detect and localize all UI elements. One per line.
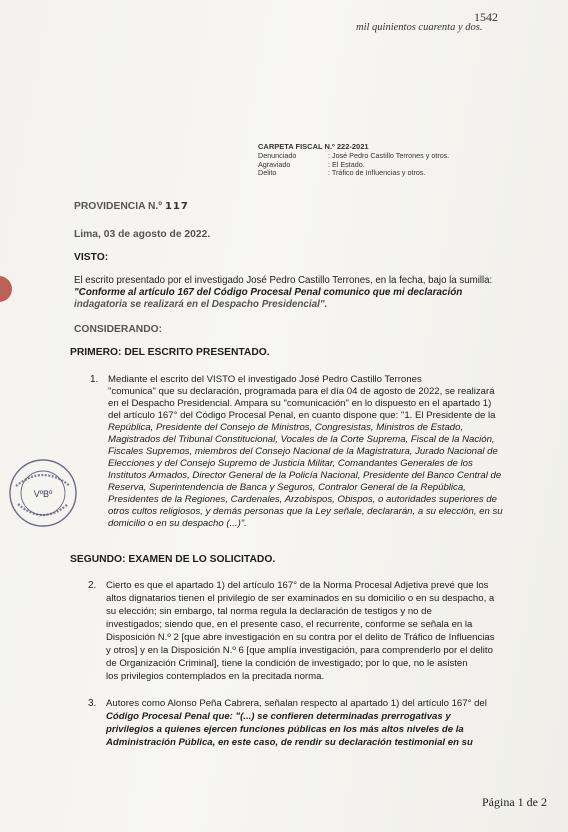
seal-stamp bbox=[6, 456, 80, 530]
meta-value: : Tráfico de Influencias y otros. bbox=[328, 168, 426, 178]
visto-line: "Conforme al artículo 167 del Código Procesal Penal comunico que mi declaración bbox=[74, 287, 463, 298]
page-number: Página 1 de 2 bbox=[482, 795, 547, 809]
paragraph-line: Elecciones y del Consejo Supremo de Justicia Militar, Comandantes Generales de los bbox=[108, 458, 473, 469]
paragraph-line: domicilio o en su despacho (...)". bbox=[108, 518, 247, 529]
meta-label: Denunciado bbox=[258, 151, 297, 160]
stamp-text: VºBº bbox=[33, 489, 53, 499]
case-meta-row bbox=[258, 169, 449, 178]
paragraph-line: Autores como Alonso Peña Cabrera, señalan respecto al apartado 1) del artículo 167° del bbox=[106, 698, 487, 709]
document-date: Lima, 03 de agosto de 2022. bbox=[74, 229, 211, 240]
paragraph-line: Fiscales Supremos, miembros del Consejo Nacional de la Magistratura, Jurado Nacional de bbox=[108, 446, 498, 457]
paragraph-line: en el Despacho Presidencial. Ampara su "comunicación" en lo dispuesto en el apartado 1) bbox=[108, 398, 492, 409]
paragraph-line: Institutos Armados, Director General de la Policía Nacional, Presidente del Banco Central de bbox=[108, 470, 502, 481]
providencia-heading bbox=[74, 201, 189, 213]
case-file-title: CARPETA FISCAL N.º 222-2021 bbox=[258, 142, 369, 151]
paragraph-number: 2. bbox=[88, 580, 97, 591]
visto-line: El escrito presentado por el investigado José Pedro Castillo Terrones, en la fecha, bajo la sumilla: bbox=[74, 275, 493, 286]
paragraph-line: y otros] y en la Disposición N.º 6 [que amplía investigación, para comprenderlo por el delito bbox=[106, 645, 493, 656]
paragraph-line: otros cultos religiosos, y demás personas que la Ley señale, declararán, a su elección, en su bbox=[108, 506, 503, 517]
paragraph-line: Código Procesal Penal que: "(...) se confieren determinadas prerrogativas y bbox=[106, 711, 451, 722]
considerando-heading: CONSIDERANDO: bbox=[74, 324, 163, 335]
paragraph-line: altos dignatarios tienen el privilegio de ser examinados en su domicilio o en su despacho, a bbox=[106, 593, 495, 604]
paragraph-line: su elección; sin embargo, tal norma regula la declaración de testigos y no de bbox=[106, 606, 432, 617]
primero-heading: PRIMERO: DEL ESCRITO PRESENTADO. bbox=[70, 347, 270, 358]
punch-hole-mark bbox=[0, 276, 12, 302]
paragraph-line: Mediante el escrito del VISTO el investigado José Pedro Castillo Terrones bbox=[108, 374, 422, 385]
providencia-number: 117 bbox=[164, 201, 189, 212]
paragraph-line: investigados; siendo que, en el presente caso, el recurrente, conforme se señala en la bbox=[106, 619, 473, 630]
meta-value: : José Pedro Castillo Terrones y otros. bbox=[328, 151, 450, 160]
folio-text: mil quinientos cuarenta y dos. bbox=[356, 22, 483, 33]
folio-number: 1542 bbox=[474, 10, 498, 24]
paragraph-line: Administración Pública, en este caso, de rendir su declaración testimonial en su bbox=[106, 737, 473, 748]
segundo-heading: SEGUNDO: EXAMEN DE LO SOLICITADO. bbox=[70, 554, 276, 565]
paragraph-line: "comunica" que su declaración, programada para el día 04 de agosto de 2022, se realizará bbox=[108, 386, 495, 397]
paragraph-line: Disposición N.º 2 [que abre investigación en su contra por el delito de Tráfico de Influencias bbox=[106, 632, 495, 643]
paragraph-line: Reserva, Superintendencia de Banca y Seguros, Contralor General de la República, bbox=[108, 482, 466, 493]
paragraph-line: República, Presidente del Consejo de Ministros, Congresistas, Ministros de Estado, bbox=[108, 422, 464, 433]
paragraph-line: los privilegios contemplados en la precitada norma. bbox=[106, 671, 325, 682]
paragraph-line: Presidentes de la Regiones, Cardenales, Arzobispos, Obispos, o autoridades superiores de bbox=[108, 494, 497, 505]
paragraph-number: 1. bbox=[90, 374, 99, 385]
visto-line: indagatoria se realizará en el Despacho Presidencial". bbox=[74, 299, 328, 310]
meta-value: : El Estado. bbox=[328, 159, 365, 169]
paragraph-line: Cierto es que el apartado 1) del artículo 167° de la Norma Procesal Adjetiva prevé que los bbox=[106, 580, 489, 591]
paragraph-line: Magistrados del Tribunal Constitucional, Vocales de la Corte Suprema, Fiscal de la Nación, bbox=[108, 434, 495, 445]
visto-heading: VISTO: bbox=[74, 252, 109, 263]
meta-label: Agraviado bbox=[258, 159, 291, 169]
paragraph-line: del artículo 167° del Código Procesal Penal, en cuanto dispone que: "1. El Presidente de la bbox=[108, 410, 496, 421]
paragraph-number: 3. bbox=[88, 698, 97, 709]
case-file-block bbox=[258, 142, 449, 178]
providencia-label: PROVIDENCIA N.º bbox=[74, 201, 163, 212]
meta-label: Delito bbox=[258, 168, 277, 178]
paragraph-line: privilegios a quienes ejercen funciones públicas en los más altos niveles de la bbox=[106, 724, 464, 735]
paragraph-line: de Organización Criminal], tiene la condición de investigado; por lo que, no le asisten bbox=[106, 658, 468, 669]
